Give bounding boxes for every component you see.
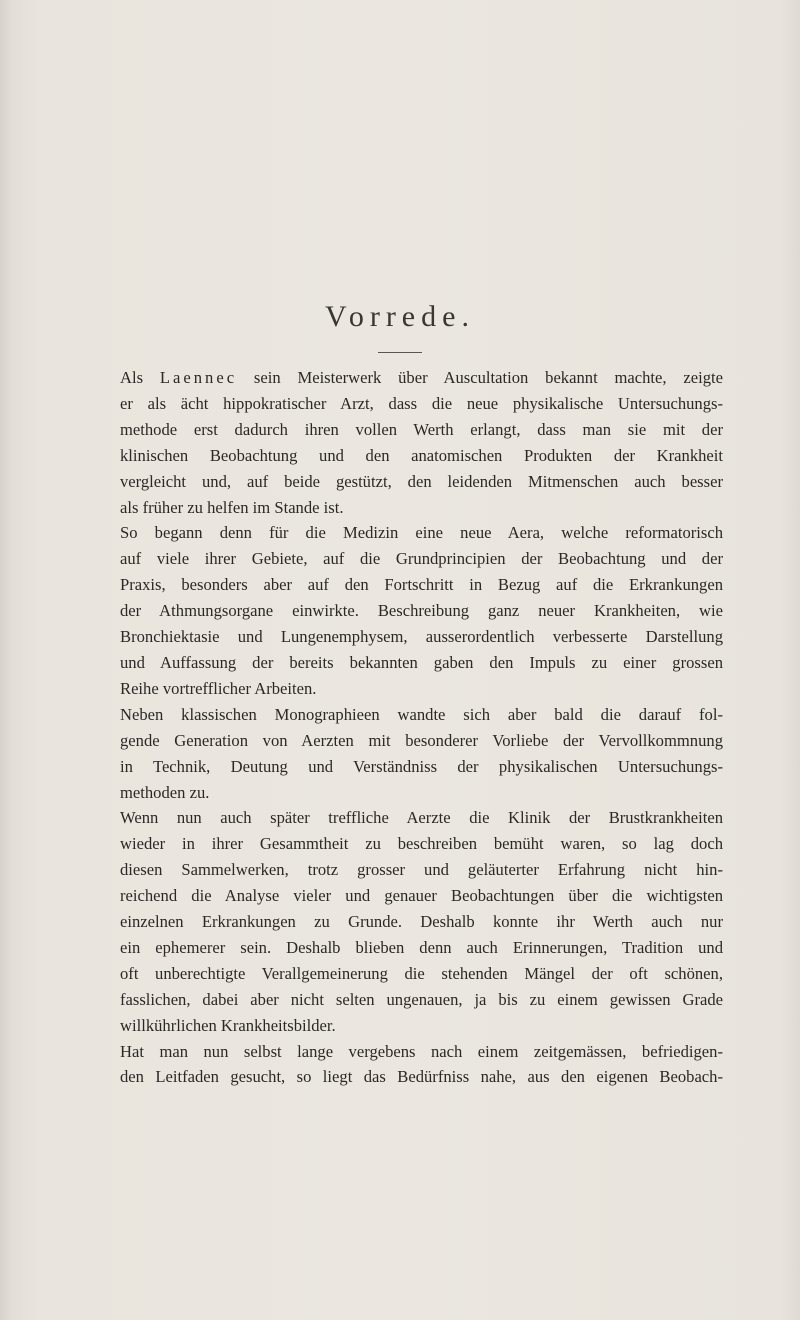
author-name: Laennec xyxy=(159,368,238,387)
text-line: vergleicht und, auf beide gestützt, den leidenden Mitmenschen auch besser xyxy=(120,471,723,491)
paragraph-4 xyxy=(100,805,723,1038)
paragraph-5 xyxy=(100,1039,723,1091)
text-line: Als Laennec sein Meisterwerk über Auscultation bekannt machte, zeigte xyxy=(120,368,723,387)
page-title: Vorrede. xyxy=(325,300,475,333)
text-line: diesen Sammelwerken, trotz grosser und geläuterter Erfahrung nicht hin- xyxy=(120,860,723,880)
text-line: auf viele ihrer Gebiete, auf die Grundprincipien der Beobachtung und der xyxy=(120,549,723,569)
text-line: klinischen Beobachtung und den anatomischen Produkten der Krankheit xyxy=(120,445,723,465)
text-line: Wenn nun auch später treffliche Aerzte die Klinik der Brustkrankheiten xyxy=(120,808,723,828)
preface-body xyxy=(100,365,723,1090)
text-line: und Auffassung der bereits bekannten gaben den Impuls zu einer grossen xyxy=(120,652,723,672)
text-line: oft unberechtigte Verallgemeinerung die stehenden Mängel der oft schönen, xyxy=(120,963,723,983)
text-line: Hat man nun selbst lange vergebens nach einem zeitgemässen, befriedigen- xyxy=(120,1041,723,1061)
text-line: methode erst dadurch ihren vollen Werth erlangt, dass man sie mit der xyxy=(120,419,723,439)
text-line: einzelnen Erkrankungen zu Grunde. Deshalb konnte ihr Werth auch nur xyxy=(120,912,723,932)
text-line: Reihe vortrefflicher Arbeiten. xyxy=(120,678,317,698)
paragraph-2 xyxy=(100,520,723,701)
text-line: gende Generation von Aerzten mit besonderer Vorliebe der Vervollkommnung xyxy=(120,730,723,750)
paragraph-3 xyxy=(100,702,723,806)
text-line: methoden zu. xyxy=(120,782,210,802)
text-line: der Athmungsorgane einwirkte. Beschreibung ganz neuer Krankheiten, wie xyxy=(120,601,723,621)
text-line: er als ächt hippokratischer Arzt, dass die neue physikalische Untersuchungs- xyxy=(120,393,723,413)
title-divider xyxy=(378,352,422,353)
text-line: reichend die Analyse vieler und genauer Beobachtungen über die wichtigsten xyxy=(120,886,723,906)
text-line: in Technik, Deutung und Verständniss der physikalischen Untersuchungs- xyxy=(120,756,723,776)
text-line: Praxis, besonders aber auf den Fortschritt in Bezug auf die Erkrankungen xyxy=(120,575,723,595)
text-line: Neben klassischen Monographieen wandte sich aber bald die darauf fol- xyxy=(120,704,723,724)
text-line: ein ephemerer sein. Deshalb blieben denn auch Erinnerungen, Tradition und xyxy=(120,937,723,957)
text-line: So begann denn für die Medizin eine neue Aera, welche reformatorisch xyxy=(120,523,723,543)
text-line: den Leitfaden gesucht, so liegt das Bedürfniss nahe, aus den eigenen Beobach- xyxy=(120,1067,723,1087)
text-line: willkührlichen Krankheitsbilder. xyxy=(120,1015,336,1035)
paragraph-1 xyxy=(100,365,723,520)
text-line: als früher zu helfen im Stande ist. xyxy=(120,497,344,517)
text-line: Bronchiektasie und Lungenemphysem, ausserordentlich verbesserte Darstellung xyxy=(120,627,723,647)
text-line: wieder in ihrer Gesammtheit zu beschreiben bemüht waren, so lag doch xyxy=(120,834,723,854)
text-line: fasslichen, dabei aber nicht selten ungenauen, ja bis zu einem gewissen Grade xyxy=(120,989,723,1009)
